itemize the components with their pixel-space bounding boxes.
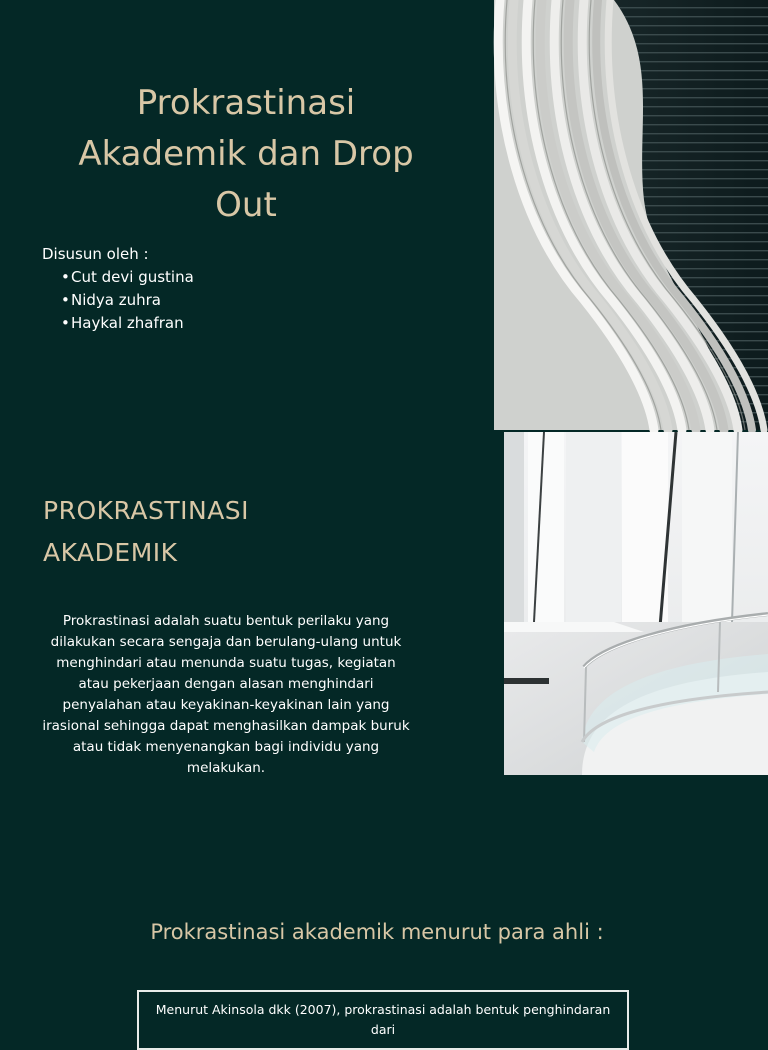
experts-heading: Prokrastinasi akademik menurut para ahli : [150, 920, 604, 944]
architecture-photo-top [494, 0, 768, 430]
white-interior-image [504, 432, 768, 775]
bullet-icon: • [61, 314, 70, 332]
authors-label: Disusun oleh : [42, 245, 149, 263]
interior-photo-bottom [504, 432, 768, 775]
author-item [42, 289, 194, 312]
section-heading: PROKRASTINASI AKADEMIK [43, 496, 250, 567]
author-name: Haykal zhafran [71, 314, 184, 332]
procrastination-definition: Prokrastinasi adalah suatu bentuk perilaku yang dilakukan secara sengaja dan berulang-ulang untuk menghindari atau menunda suatu tugas, kegiatan atau pekerjaan dengan alasan menghindari penyalahan atau keyakinan-keyakinan lain yang irasional sehingga dapat menghasilkan dampak buruk atau tidak menyenangkan bagi individu yang melakukan. [42, 613, 410, 776]
expert-quote-box [137, 990, 629, 1050]
authors-block [42, 243, 194, 335]
author-item [42, 312, 194, 335]
author-item [42, 266, 194, 289]
document-title: Prokrastinasi Akademik dan Drop Out [78, 83, 414, 225]
bullet-icon: • [61, 291, 70, 309]
expert-quote-text: Menurut Akinsola dkk (2007), prokrastinasi adalah bentuk penghindaran dari [155, 1002, 611, 1037]
author-name: Nidya zuhra [71, 291, 161, 309]
bullet-icon: • [61, 268, 70, 286]
author-name: Cut devi gustina [71, 268, 194, 286]
authors-list [42, 266, 194, 335]
curved-architecture-image [494, 0, 768, 430]
